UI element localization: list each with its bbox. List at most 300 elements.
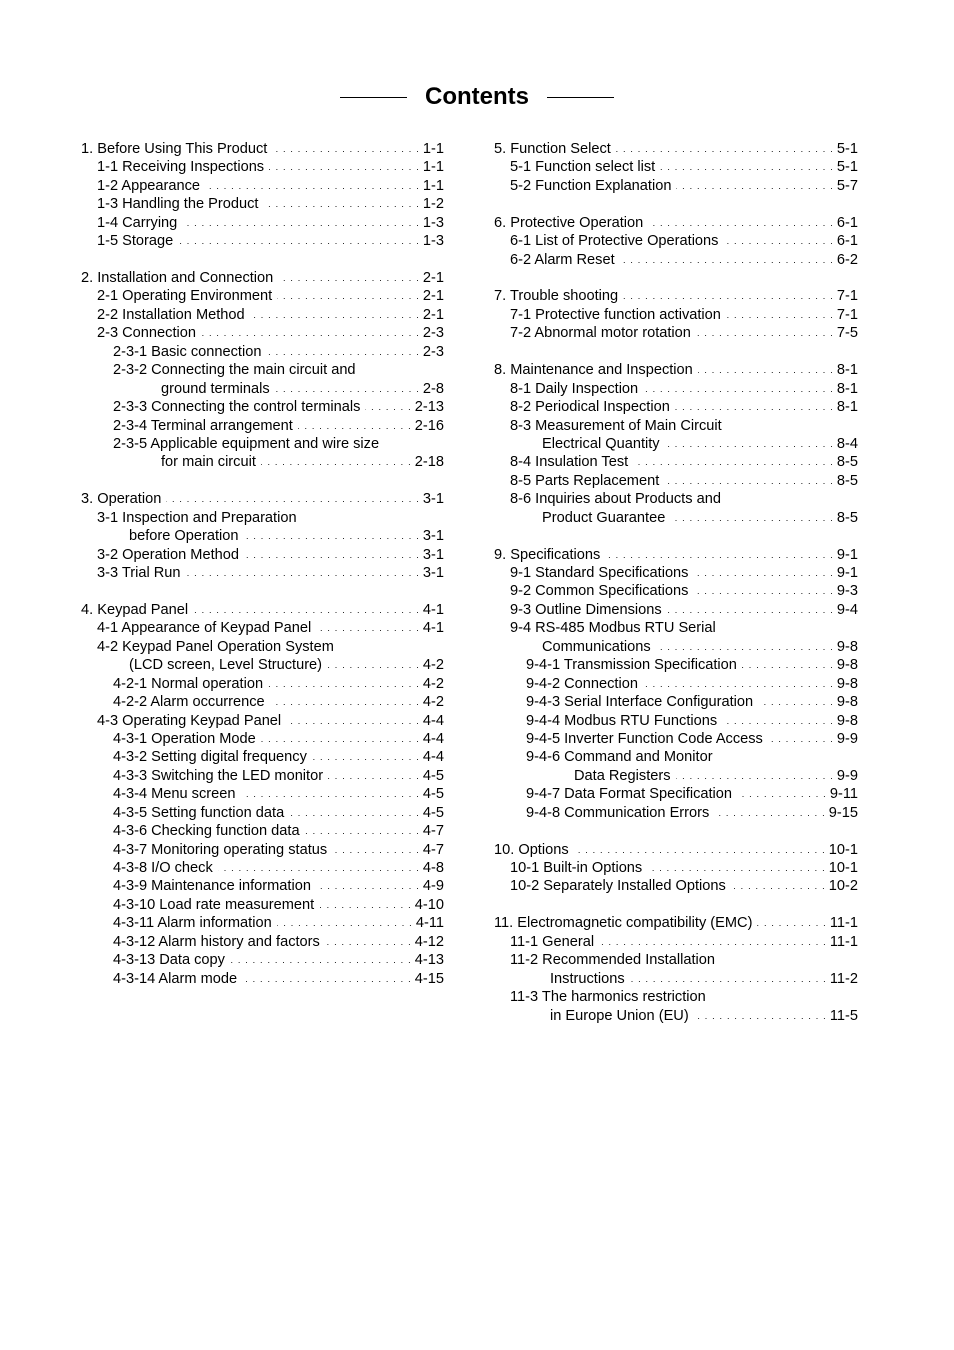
toc-entry-title: 4-3 Operating Keypad Panel bbox=[97, 712, 282, 729]
toc-entry-page: 9-15 bbox=[828, 804, 858, 821]
toc-entry-title: 8-6 Inquiries about Products and bbox=[510, 491, 721, 508]
dot-leader bbox=[737, 785, 827, 803]
toc-entry-title: 4-3-12 Alarm history and factors bbox=[113, 933, 320, 950]
toc-entry-title: 8-2 Periodical Inspection bbox=[510, 399, 670, 416]
toc-entry-page: 10-1 bbox=[828, 860, 858, 877]
toc-entry-title: 9. Specifications bbox=[494, 546, 601, 563]
dot-leader bbox=[193, 601, 420, 619]
toc-entry-title: for main circuit bbox=[161, 454, 256, 471]
toc-entry-page: 4-11 bbox=[415, 915, 444, 932]
toc-entry-page: 4-5 bbox=[422, 767, 444, 784]
toc-entry-title: 6-2 Alarm Reset bbox=[510, 251, 615, 268]
toc-entry[interactable] bbox=[494, 675, 858, 693]
toc-entry-page: 8-1 bbox=[836, 399, 858, 416]
toc-entry-page: 8-4 bbox=[836, 435, 858, 452]
toc-entry[interactable] bbox=[494, 177, 858, 195]
toc-entry[interactable] bbox=[81, 380, 444, 398]
dot-leader bbox=[166, 490, 420, 508]
dot-leader bbox=[205, 177, 420, 195]
toc-entry-page: 9-8 bbox=[836, 694, 858, 711]
toc-entry[interactable] bbox=[494, 251, 858, 269]
toc-entry[interactable] bbox=[494, 435, 858, 453]
toc-entry-title: 2-3-1 Basic connection bbox=[113, 343, 262, 360]
toc-entry[interactable] bbox=[494, 232, 858, 250]
toc-entry[interactable] bbox=[81, 361, 444, 379]
toc-entry[interactable] bbox=[81, 730, 444, 748]
toc-entry[interactable] bbox=[494, 417, 858, 435]
toc-entry-title: 5-1 Function select list bbox=[510, 159, 656, 176]
toc-entry[interactable] bbox=[494, 398, 858, 416]
toc-entry[interactable] bbox=[81, 453, 444, 471]
toc-entry[interactable] bbox=[81, 177, 444, 195]
dot-leader bbox=[714, 804, 825, 822]
toc-entry-title: 4-3-14 Alarm mode bbox=[113, 970, 238, 987]
toc-entry-title: 10-2 Separately Installed Options bbox=[510, 878, 726, 895]
toc-entry[interactable] bbox=[494, 951, 858, 969]
toc-entry-page: 4-2 bbox=[422, 657, 444, 674]
toc-entry[interactable] bbox=[81, 914, 444, 932]
toc-entry[interactable] bbox=[494, 730, 858, 748]
toc-entry-title: 4-3-5 Setting function data bbox=[113, 804, 285, 821]
toc-entry-page: 9-9 bbox=[836, 730, 858, 747]
dot-leader bbox=[263, 195, 419, 213]
toc-entry[interactable] bbox=[494, 914, 858, 932]
dot-leader bbox=[693, 583, 833, 601]
toc-entry-page: 2-13 bbox=[414, 399, 444, 416]
dot-leader bbox=[616, 140, 834, 158]
toc-entry-title: 4-2-2 Alarm occurrence bbox=[113, 694, 265, 711]
dot-leader bbox=[605, 546, 834, 564]
toc-entry[interactable] bbox=[494, 158, 858, 176]
toc-entry-page: 1-1 bbox=[422, 140, 444, 157]
section-gap bbox=[494, 343, 858, 361]
toc-entry[interactable] bbox=[81, 232, 444, 250]
dot-leader bbox=[676, 767, 834, 785]
toc-entry-page: 1-1 bbox=[422, 177, 444, 194]
page-title: Contents bbox=[425, 83, 529, 110]
toc-entry[interactable] bbox=[494, 804, 858, 822]
toc-entry-page: 1-3 bbox=[422, 233, 444, 250]
dot-leader bbox=[574, 841, 826, 859]
toc-entry-title: 10. Options bbox=[494, 841, 569, 858]
dot-leader bbox=[328, 767, 420, 785]
toc-entry-page: 2-16 bbox=[414, 417, 444, 434]
dot-leader bbox=[742, 656, 834, 674]
toc-entry-title: 3-3 Trial Run bbox=[97, 565, 181, 582]
toc-entry-title: Product Guarantee bbox=[542, 509, 666, 526]
dot-leader bbox=[261, 730, 420, 748]
toc-entry-title: 7-2 Abnormal motor rotation bbox=[510, 325, 691, 342]
toc-entry-title: 1-5 Storage bbox=[97, 233, 174, 250]
toc-entry-page: 9-9 bbox=[836, 767, 858, 784]
dot-leader bbox=[731, 878, 826, 896]
dot-leader bbox=[261, 453, 412, 471]
toc-entry-page: 4-9 bbox=[422, 878, 444, 895]
toc-entry-page: 2-1 bbox=[422, 288, 444, 305]
toc-entry-title: 8-3 Measurement of Main Circuit bbox=[510, 417, 722, 434]
dot-leader bbox=[275, 380, 420, 398]
toc-entry-title: 2-3-2 Connecting the main circuit and bbox=[113, 362, 356, 379]
toc-entry-page: 6-2 bbox=[836, 251, 858, 268]
toc-entry-title: 10-1 Built-in Options bbox=[510, 860, 643, 877]
toc-entry[interactable] bbox=[494, 509, 858, 527]
toc-entry[interactable] bbox=[81, 306, 444, 324]
section-gap bbox=[494, 195, 858, 213]
toc-entry-page: 7-1 bbox=[836, 306, 858, 323]
toc-entry-page: 4-10 bbox=[414, 896, 444, 913]
toc-entry[interactable] bbox=[81, 767, 444, 785]
toc-entry-page: 8-1 bbox=[836, 362, 858, 379]
dot-leader bbox=[277, 914, 413, 932]
toc-entry-page: 8-5 bbox=[836, 509, 858, 526]
toc-entry-page: 4-1 bbox=[422, 601, 444, 618]
toc-entry[interactable] bbox=[81, 619, 444, 637]
toc-entry-title: 4-3-1 Operation Mode bbox=[113, 730, 256, 747]
toc-entry[interactable] bbox=[494, 1007, 858, 1025]
toc-entry-title: 9-4-8 Communication Errors bbox=[526, 804, 710, 821]
toc-entry-title: 6-1 List of Protective Operations bbox=[510, 233, 719, 250]
toc-entry-title: Instructions bbox=[550, 970, 625, 987]
dot-leader bbox=[620, 251, 834, 269]
toc-entry-page: 4-4 bbox=[422, 712, 444, 729]
dot-leader bbox=[667, 601, 834, 619]
dot-leader bbox=[643, 380, 834, 398]
dot-leader bbox=[757, 914, 826, 932]
toc-entry[interactable] bbox=[494, 214, 858, 232]
toc-entry[interactable] bbox=[494, 546, 858, 564]
toc-entry-page: 4-4 bbox=[422, 730, 444, 747]
toc-entry-title: 9-4-1 Transmission Specification bbox=[526, 657, 737, 674]
toc-entry[interactable] bbox=[494, 490, 858, 508]
toc-entry[interactable] bbox=[494, 564, 858, 582]
toc-entry[interactable] bbox=[494, 380, 858, 398]
toc-entry-page: 9-1 bbox=[836, 546, 858, 563]
toc-entry-page: 9-8 bbox=[836, 675, 858, 692]
toc-entry[interactable] bbox=[494, 767, 858, 785]
toc-entry[interactable] bbox=[81, 509, 444, 527]
toc-entry-title: 1-2 Appearance bbox=[97, 177, 201, 194]
toc-entry-title: 9-4 RS-485 Modbus RTU Serial bbox=[510, 620, 716, 637]
dot-leader bbox=[676, 177, 833, 195]
toc-entry-title: 1-1 Receiving Inspections bbox=[97, 159, 265, 176]
dot-leader bbox=[327, 656, 420, 674]
section-gap bbox=[494, 896, 858, 914]
toc-entry[interactable] bbox=[81, 417, 444, 435]
toc-entry[interactable] bbox=[494, 361, 858, 379]
toc-entry-page: 4-8 bbox=[422, 860, 444, 877]
toc-entry-title: 9-4-6 Command and Monitor bbox=[526, 749, 713, 766]
dot-leader bbox=[722, 712, 834, 730]
toc-entry-page: 4-7 bbox=[422, 823, 444, 840]
toc-entry-title: Communications bbox=[542, 638, 651, 655]
toc-entry[interactable] bbox=[81, 343, 444, 361]
dot-leader bbox=[675, 398, 834, 416]
toc-entry-title: 4-3-6 Checking function data bbox=[113, 823, 300, 840]
dot-leader bbox=[186, 564, 420, 582]
toc-entry[interactable] bbox=[494, 583, 858, 601]
toc-entry-title: 4-3-10 Load rate measurement bbox=[113, 896, 315, 913]
toc-entry[interactable] bbox=[494, 324, 858, 342]
dot-leader bbox=[670, 509, 834, 527]
toc-entry-page: 3-1 bbox=[422, 528, 444, 545]
toc-entry[interactable] bbox=[494, 288, 858, 306]
toc-entry-page: 7-5 bbox=[836, 325, 858, 342]
toc-entry[interactable] bbox=[494, 619, 858, 637]
toc-entry-title: 3. Operation bbox=[81, 491, 162, 508]
dot-leader bbox=[694, 1007, 827, 1025]
toc-entry[interactable] bbox=[81, 785, 444, 803]
toc-entry-page: 8-5 bbox=[836, 454, 858, 471]
dot-leader bbox=[268, 675, 420, 693]
toc-entry-title: Electrical Quantity bbox=[542, 435, 660, 452]
toc-entry[interactable] bbox=[81, 878, 444, 896]
toc-entry[interactable] bbox=[81, 214, 444, 232]
toc-entry-page: 4-1 bbox=[422, 620, 444, 637]
toc-entry-page: 11-1 bbox=[829, 915, 858, 932]
toc-entry-page: 3-1 bbox=[422, 491, 444, 508]
dot-leader bbox=[664, 472, 834, 490]
toc-entry-title: 7. Trouble shooting bbox=[494, 288, 619, 305]
dot-leader bbox=[218, 859, 420, 877]
toc-entry-title: 7-1 Protective function activation bbox=[510, 306, 721, 323]
toc-entry-title: 3-2 Operation Method bbox=[97, 546, 239, 563]
toc-entry[interactable] bbox=[81, 822, 444, 840]
toc-entry[interactable] bbox=[494, 306, 858, 324]
toc-entry-title: 1. Before Using This Product bbox=[81, 140, 268, 157]
toc-entry-title: 4-2-1 Normal operation bbox=[113, 675, 264, 692]
dot-leader bbox=[286, 712, 420, 730]
toc-entry[interactable] bbox=[81, 712, 444, 730]
toc-entry[interactable] bbox=[81, 841, 444, 859]
toc-entry-title: 9-4-3 Serial Interface Configuration bbox=[526, 694, 754, 711]
dot-leader bbox=[698, 361, 834, 379]
dot-leader bbox=[643, 675, 834, 693]
toc-entry[interactable] bbox=[81, 140, 444, 158]
toc-entry-title: 9-4-7 Data Format Specification bbox=[526, 786, 733, 803]
toc-entry-page: 11-2 bbox=[829, 970, 858, 987]
dot-leader bbox=[178, 232, 420, 250]
toc-entry[interactable] bbox=[81, 398, 444, 416]
toc-entry-page: 5-1 bbox=[836, 140, 858, 157]
toc-entry[interactable] bbox=[81, 675, 444, 693]
toc-entry[interactable] bbox=[81, 195, 444, 213]
toc-entry[interactable] bbox=[494, 988, 858, 1006]
dot-leader bbox=[365, 398, 411, 416]
dot-leader bbox=[723, 232, 833, 250]
toc-entry-title: 9-2 Common Specifications bbox=[510, 583, 689, 600]
toc-entry[interactable] bbox=[81, 158, 444, 176]
toc-entry-title: 11. Electromagnetic compatibility (EMC) bbox=[494, 915, 753, 932]
toc-entry-page: 2-1 bbox=[422, 306, 444, 323]
toc-entry-title: 8-1 Daily Inspection bbox=[510, 380, 639, 397]
dot-leader bbox=[316, 878, 420, 896]
toc-entry-page: 1-2 bbox=[422, 196, 444, 213]
toc-entry-title: 5-2 Function Explanation bbox=[510, 177, 672, 194]
toc-entry-page: 5-1 bbox=[836, 159, 858, 176]
toc-entry-title: 4-3-13 Data copy bbox=[113, 952, 225, 969]
toc-entry[interactable] bbox=[494, 601, 858, 619]
toc-entry-page: 8-1 bbox=[836, 380, 858, 397]
toc-entry[interactable] bbox=[81, 638, 444, 656]
toc-entry-title: 2-3 Connection bbox=[97, 325, 196, 342]
toc-entry-title: 9-4-2 Connection bbox=[526, 675, 638, 692]
toc-entry[interactable] bbox=[81, 435, 444, 453]
dot-leader bbox=[305, 822, 420, 840]
dot-leader bbox=[656, 638, 834, 656]
toc-entry-title: 2-1 Operating Environment bbox=[97, 288, 273, 305]
toc-entry-page: 11-1 bbox=[829, 933, 858, 950]
toc-entry-page: 4-2 bbox=[422, 675, 444, 692]
dot-leader bbox=[316, 619, 420, 637]
toc-entry-title: 2-3-5 Applicable equipment and wire size bbox=[113, 435, 380, 452]
toc-entry-title: 9-4-5 Inverter Function Code Access bbox=[526, 730, 763, 747]
toc-entry[interactable] bbox=[81, 490, 444, 508]
toc-entry[interactable] bbox=[494, 656, 858, 674]
dot-leader bbox=[266, 343, 419, 361]
toc-entry-page: 9-1 bbox=[836, 565, 858, 582]
toc-entry[interactable] bbox=[81, 933, 444, 951]
toc-entry-title: before Operation bbox=[129, 528, 239, 545]
toc-entry-title: 1-4 Carrying bbox=[97, 214, 178, 231]
toc-entry[interactable] bbox=[81, 601, 444, 619]
toc-entry-title: 9-1 Standard Specifications bbox=[510, 565, 689, 582]
toc-entry[interactable] bbox=[81, 546, 444, 564]
toc-entry[interactable] bbox=[81, 896, 444, 914]
dot-leader bbox=[312, 748, 420, 766]
toc-entry[interactable] bbox=[81, 951, 444, 969]
toc-entry-page: 2-18 bbox=[414, 454, 444, 471]
toc-entry[interactable] bbox=[81, 859, 444, 877]
dot-leader bbox=[332, 841, 420, 859]
toc-entry-page: 9-4 bbox=[836, 601, 858, 618]
toc-entry-title: 4-3-2 Setting digital frequency bbox=[113, 749, 307, 766]
toc-entry[interactable] bbox=[494, 970, 858, 988]
toc-entry-page: 6-1 bbox=[836, 214, 858, 231]
toc-entry[interactable] bbox=[494, 712, 858, 730]
toc-entry-page: 7-1 bbox=[836, 288, 858, 305]
toc-entry-page: 10-1 bbox=[828, 841, 858, 858]
toc-entry-page: 11-5 bbox=[829, 1007, 858, 1024]
dot-leader bbox=[319, 896, 412, 914]
toc-entry-page: 6-1 bbox=[836, 233, 858, 250]
toc-entry-title: 5. Function Select bbox=[494, 140, 611, 157]
dot-leader bbox=[272, 140, 420, 158]
dot-leader bbox=[244, 546, 420, 564]
title-rule-left bbox=[340, 97, 407, 98]
toc-entry[interactable] bbox=[494, 933, 858, 951]
section-gap bbox=[494, 822, 858, 840]
dot-leader bbox=[241, 785, 420, 803]
toc-entry-title: 4-2 Keypad Panel Operation System bbox=[97, 638, 334, 655]
toc-entry[interactable] bbox=[81, 288, 444, 306]
dot-leader bbox=[647, 859, 826, 877]
toc-entry[interactable] bbox=[81, 564, 444, 582]
dot-leader bbox=[693, 564, 833, 582]
toc-entry-title: Data Registers bbox=[574, 767, 671, 784]
toc-entry[interactable] bbox=[494, 472, 858, 490]
toc-entry[interactable] bbox=[81, 804, 444, 822]
toc-entry-title: 4-3-11 Alarm information bbox=[113, 915, 272, 932]
toc-entry-title: 11-1 General bbox=[510, 933, 595, 950]
toc-entry-page: 3-1 bbox=[422, 546, 444, 563]
toc-entry-title: 8. Maintenance and Inspection bbox=[494, 362, 693, 379]
dot-leader bbox=[244, 527, 420, 545]
dot-leader bbox=[278, 269, 420, 287]
toc-entry-title: 6. Protective Operation bbox=[494, 214, 644, 231]
dot-leader bbox=[270, 693, 420, 711]
toc-entry-title: 9-3 Outline Dimensions bbox=[510, 601, 662, 618]
toc-entry[interactable] bbox=[494, 859, 858, 877]
dot-leader bbox=[696, 324, 834, 342]
toc-column-left bbox=[81, 140, 444, 988]
toc-entry[interactable] bbox=[81, 693, 444, 711]
dot-leader bbox=[665, 435, 834, 453]
toc-entry[interactable] bbox=[81, 970, 444, 988]
toc-entry-page: 2-3 bbox=[422, 325, 444, 342]
toc-entry-title: 2-2 Installation Method bbox=[97, 306, 245, 323]
toc-entry[interactable] bbox=[494, 140, 858, 158]
toc-entry-page: 3-1 bbox=[422, 565, 444, 582]
toc-entry-title: 8-4 Insulation Test bbox=[510, 454, 629, 471]
toc-entry-title: ground terminals bbox=[161, 380, 270, 397]
toc-entry-title: 2-3-3 Connecting the control terminals bbox=[113, 399, 361, 416]
toc-entry[interactable] bbox=[494, 878, 858, 896]
section-gap bbox=[494, 269, 858, 287]
toc-entry-title: 2-3-4 Terminal arrangement bbox=[113, 417, 293, 434]
toc-entry-page: 4-7 bbox=[422, 841, 444, 858]
dot-leader bbox=[623, 288, 834, 306]
toc-entry[interactable] bbox=[494, 693, 858, 711]
dot-leader bbox=[289, 804, 420, 822]
dot-leader bbox=[277, 288, 420, 306]
toc-entry[interactable] bbox=[81, 656, 444, 674]
toc-entry-title: 11-3 The harmonics restriction bbox=[510, 989, 706, 1006]
toc-entry-title: 4-1 Appearance of Keypad Panel bbox=[97, 620, 312, 637]
title-bar bbox=[0, 80, 954, 114]
toc-entry-page: 4-12 bbox=[414, 933, 444, 950]
toc-entry[interactable] bbox=[494, 841, 858, 859]
toc-entry-page: 9-8 bbox=[836, 657, 858, 674]
toc-entry-page: 2-3 bbox=[422, 343, 444, 360]
section-gap bbox=[81, 583, 444, 601]
toc-entry[interactable] bbox=[81, 324, 444, 342]
toc-entry[interactable] bbox=[494, 453, 858, 471]
section-gap bbox=[494, 527, 858, 545]
dot-leader bbox=[660, 158, 834, 176]
toc-entry[interactable] bbox=[81, 748, 444, 766]
toc-entry-title: (LCD screen, Level Structure) bbox=[129, 657, 323, 674]
dot-leader bbox=[250, 306, 420, 324]
toc-entry[interactable] bbox=[81, 527, 444, 545]
toc-entry[interactable] bbox=[494, 638, 858, 656]
toc-entry-title: 9-4-4 Modbus RTU Functions bbox=[526, 712, 718, 729]
toc-entry[interactable] bbox=[494, 748, 858, 766]
section-gap bbox=[81, 251, 444, 269]
toc-entry-page: 8-5 bbox=[836, 472, 858, 489]
dot-leader bbox=[182, 214, 420, 232]
title-rule-right bbox=[547, 97, 614, 98]
toc-entry-title: 2. Installation and Connection bbox=[81, 270, 274, 287]
toc-entry-title: 4. Keypad Panel bbox=[81, 601, 189, 618]
toc-entry-page: 10-2 bbox=[828, 878, 858, 895]
section-gap bbox=[81, 472, 444, 490]
toc-entry[interactable] bbox=[494, 785, 858, 803]
dot-leader bbox=[633, 453, 834, 471]
toc-entry[interactable] bbox=[81, 269, 444, 287]
toc-entry-page: 9-3 bbox=[836, 583, 858, 600]
toc-entry-title: 1-3 Handling the Product bbox=[97, 196, 259, 213]
toc-entry-page: 9-11 bbox=[829, 786, 858, 803]
